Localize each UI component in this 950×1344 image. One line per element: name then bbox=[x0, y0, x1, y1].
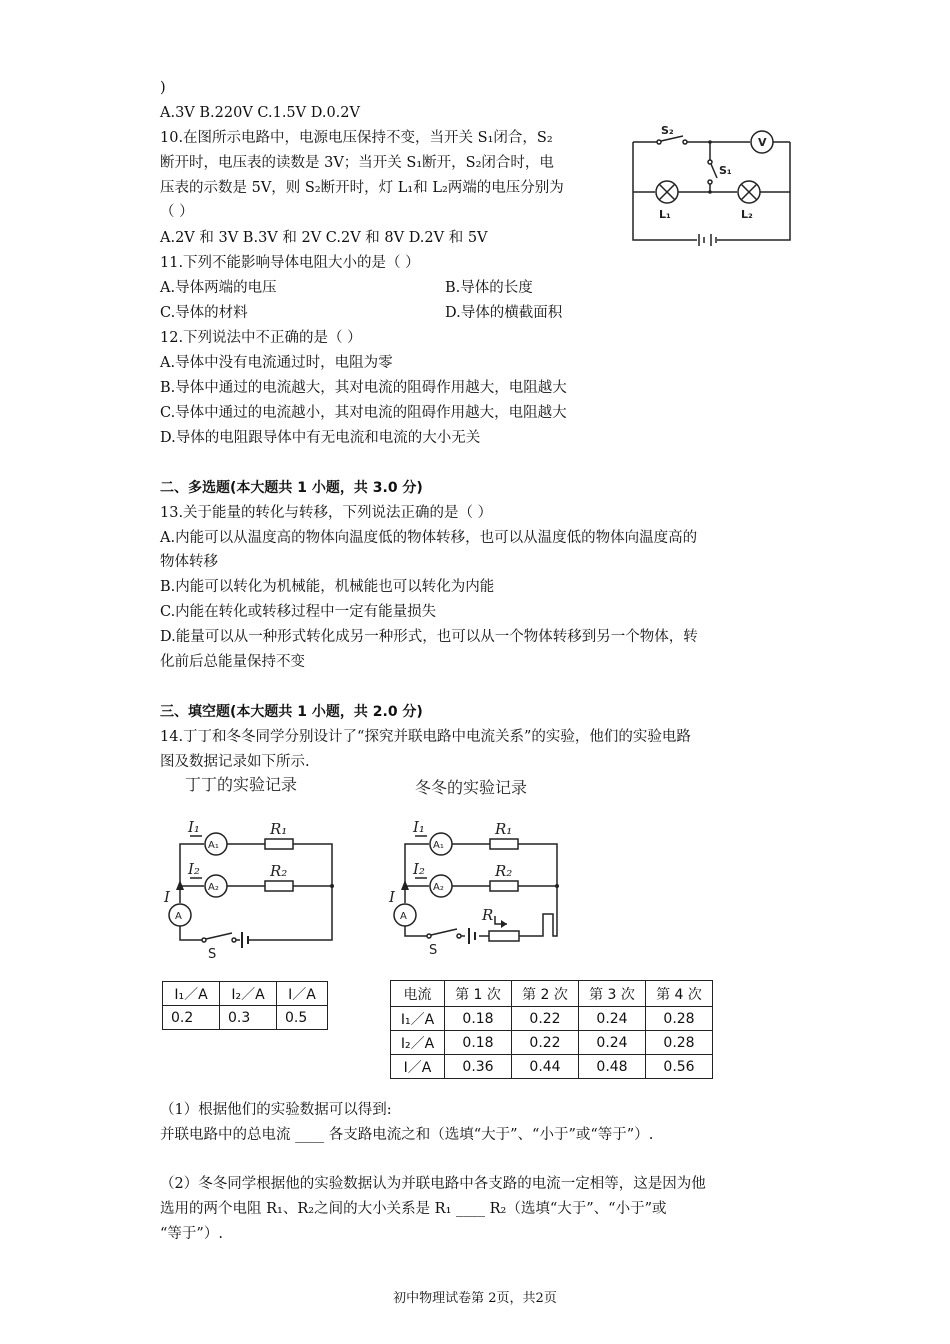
q10-line4: （ ） bbox=[160, 204, 194, 220]
dongdong-circuit-figure bbox=[385, 810, 585, 960]
dg-r1-label: R₁ bbox=[495, 820, 513, 838]
q9-options: A.3V B.220V C.1.5V D.0.2V bbox=[160, 105, 360, 121]
dd-r2-label: R₂ bbox=[270, 862, 288, 880]
q9-tail: ) bbox=[160, 80, 166, 96]
dg-i2-label: I₂ bbox=[413, 860, 425, 878]
q11-option-a: A.导体两端的电压 bbox=[160, 280, 277, 296]
table-cell: 0.22 bbox=[512, 1007, 579, 1031]
q11-stem: 11.下列不能影响导体电阻大小的是（ ） bbox=[160, 255, 420, 271]
q13-option-b: B.内能可以转化为机械能，机械能也可以转化为内能 bbox=[160, 579, 495, 595]
table-cell: 0.5 bbox=[277, 1006, 328, 1030]
table-row bbox=[391, 1007, 713, 1031]
dg-s-label: S bbox=[429, 943, 438, 958]
q12-stem: 12.下列说法中不正确的是（ ） bbox=[160, 330, 362, 346]
table-header-cell: I₂／A bbox=[220, 982, 277, 1006]
dd-i-label: I bbox=[164, 888, 170, 906]
page-footer: 初中物理试卷第 2页，共2页 bbox=[393, 1291, 557, 1306]
q11-option-c: C.导体的材料 bbox=[160, 305, 248, 321]
table-cell: 0.36 bbox=[445, 1055, 512, 1079]
table-header-cell: 第 4 次 bbox=[646, 981, 713, 1007]
dd-i2-label: I₂ bbox=[188, 860, 200, 878]
dg-a2-meter-label: A₂ bbox=[433, 882, 444, 893]
table-cell: 0.28 bbox=[646, 1007, 713, 1031]
table-cell: 0.48 bbox=[579, 1055, 646, 1079]
table-cell: I／A bbox=[391, 1055, 445, 1079]
dg-i-label: I bbox=[389, 888, 395, 906]
q13-option-d-line2: 化前后总能量保持不变 bbox=[160, 654, 305, 670]
q10-line3: 压表的示数是 5V，则 S₂断开时，灯 L₁和 L₂两端的电压分别为 bbox=[160, 180, 564, 196]
q12-option-a: A.导体中没有电流通过时，电阻为零 bbox=[160, 355, 393, 371]
q14-line2: 图及数据记录如下所示. bbox=[160, 754, 310, 770]
table-cell: 0.2 bbox=[163, 1006, 220, 1030]
q12-option-c: C.导体中通过的电流越小，其对电流的阻碍作用越大，电阻越大 bbox=[160, 405, 567, 421]
dg-a-meter-label: A bbox=[400, 911, 407, 922]
q10-l1-label: L₁ bbox=[659, 208, 671, 221]
table-cell: 0.24 bbox=[579, 1031, 646, 1055]
table-cell: 0.22 bbox=[512, 1031, 579, 1055]
table-row bbox=[391, 981, 713, 1007]
table-cell: 0.18 bbox=[445, 1031, 512, 1055]
dd-r1-label: R₁ bbox=[270, 820, 288, 838]
q10-s1-label: S₁ bbox=[719, 164, 732, 177]
q14-sub2-line3: “等于”）. bbox=[160, 1226, 223, 1242]
table-cell: 0.18 bbox=[445, 1007, 512, 1031]
table-header-cell: 第 1 次 bbox=[445, 981, 512, 1007]
q10-options: A.2V 和 3V B.3V 和 2V C.2V 和 8V D.2V 和 5V bbox=[160, 230, 488, 246]
q14-sub2-line1: （2）冬冬同学根据他的实验数据认为并联电路中各支路的电流一定相等，这是因为他 bbox=[160, 1176, 706, 1192]
dd-a-meter-label: A bbox=[175, 911, 182, 922]
table-header-cell: 第 3 次 bbox=[579, 981, 646, 1007]
dg-i1-label: I₁ bbox=[413, 818, 425, 836]
q13-option-a-line2: 物体转移 bbox=[160, 554, 218, 570]
table-row bbox=[163, 982, 328, 1006]
q11-option-d: D.导体的横截面积 bbox=[445, 305, 563, 321]
q10-l2-label: L₂ bbox=[741, 208, 753, 221]
table-cell: 0.44 bbox=[512, 1055, 579, 1079]
table-cell: 0.56 bbox=[646, 1055, 713, 1079]
table-cell: I₁／A bbox=[391, 1007, 445, 1031]
q10-line2: 断开时，电压表的读数是 3V；当开关 S₁断开，S₂闭合时，电 bbox=[160, 155, 554, 171]
section-3-heading: 三、填空题(本大题共 1 小题，共 2.0 分) bbox=[160, 704, 423, 720]
dd-s-label: S bbox=[208, 947, 217, 960]
table-header-cell: 电流 bbox=[391, 981, 445, 1007]
table-cell: I₂／A bbox=[391, 1031, 445, 1055]
dg-r-label: R bbox=[482, 906, 494, 924]
dingding-data-table bbox=[162, 981, 328, 1030]
table-cell: 0.28 bbox=[646, 1031, 713, 1055]
q14-sub1-line2: 并联电路中的总电流 ____ 各支路电流之和（选填“大于”、“小于”或“等于”）. bbox=[160, 1127, 654, 1143]
q12-option-b: B.导体中通过的电流越大，其对电流的阻碍作用越大，电阻越大 bbox=[160, 380, 567, 396]
dongdong-data-table bbox=[390, 980, 713, 1079]
table-row bbox=[391, 1055, 713, 1079]
dg-a1-meter-label: A₁ bbox=[433, 840, 444, 851]
q13-option-d-line1: D.能量可以从一种形式转化成另一种形式，也可以从一个物体转移到另一个物体，转 bbox=[160, 629, 698, 645]
q10-s2-label: S₂ bbox=[661, 124, 674, 137]
table-header-cell: 第 2 次 bbox=[512, 981, 579, 1007]
q13-stem: 13.关于能量的转化与转移，下列说法正确的是（ ） bbox=[160, 505, 493, 521]
section-2-heading: 二、多选题(本大题共 1 小题，共 3.0 分) bbox=[160, 480, 423, 496]
dingding-record-title: 丁丁的实验记录 bbox=[185, 775, 298, 794]
q13-option-a-line1: A.内能可以从温度高的物体向温度低的物体转移，也可以从温度低的物体向温度高的 bbox=[160, 530, 698, 546]
table-cell: 0.24 bbox=[579, 1007, 646, 1031]
table-row bbox=[391, 1031, 713, 1055]
table-cell: 0.3 bbox=[220, 1006, 277, 1030]
table-header-cell: I₁／A bbox=[163, 982, 220, 1006]
q12-option-d: D.导体的电阻跟导体中有无电流和电流的大小无关 bbox=[160, 430, 481, 446]
dd-i1-label: I₁ bbox=[188, 818, 200, 836]
q14-sub2-line2: 选用的两个电阻 R₁、R₂之间的大小关系是 R₁ ____ R₂（选填“大于”、“小于”或 bbox=[160, 1201, 667, 1217]
q11-option-b: B.导体的长度 bbox=[445, 280, 533, 296]
dd-a2-meter-label: A₂ bbox=[208, 882, 219, 893]
q13-option-c: C.内能在转化或转移过程中一定有能量损失 bbox=[160, 604, 437, 620]
q10-line1: 10.在图所示电路中，电源电压保持不变，当开关 S₁闭合，S₂ bbox=[160, 130, 553, 146]
dd-a1-meter-label: A₁ bbox=[208, 840, 219, 851]
table-row bbox=[163, 1006, 328, 1030]
q10-v-label: V bbox=[758, 136, 767, 149]
q10-circuit-figure bbox=[625, 122, 795, 246]
q14-line1: 14.丁丁和冬冬同学分别设计了“探究并联电路中电流关系”的实验，他们的实验电路 bbox=[160, 729, 691, 745]
q14-sub1-line1: （1）根据他们的实验数据可以得到: bbox=[160, 1102, 392, 1118]
dg-r2-label: R₂ bbox=[495, 862, 513, 880]
dongdong-record-title: 冬冬的实验记录 bbox=[415, 778, 528, 797]
table-header-cell: I／A bbox=[277, 982, 328, 1006]
dingding-circuit-figure bbox=[160, 810, 355, 960]
